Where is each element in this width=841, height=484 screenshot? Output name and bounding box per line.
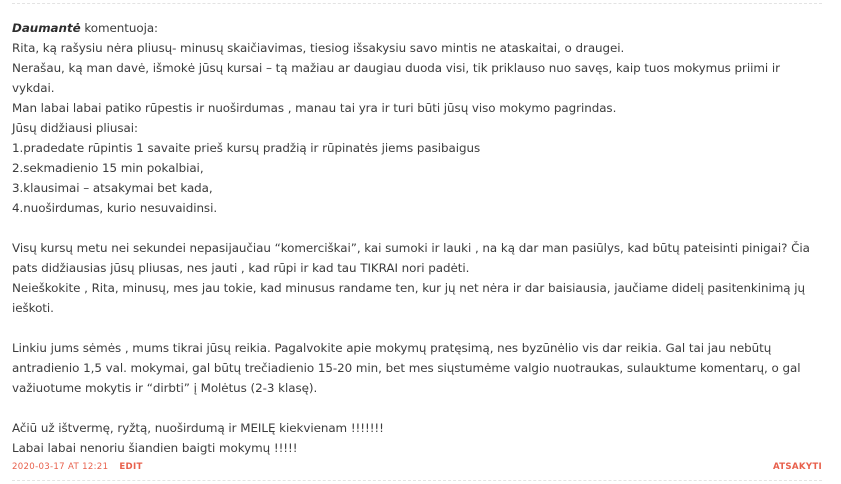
comment-line: Rita, ką rašysiu nėra pliusų- minusų skaičiavimas, tiesiog išsakysiu savo mintis ne ataskaitai, o draugei. bbox=[12, 41, 625, 55]
comment-line: Labai labai nenoriu šiandien baigti mokymų !!!!! bbox=[12, 441, 298, 455]
comment-verb: komentuoja: bbox=[80, 21, 159, 35]
paragraph-gap bbox=[12, 398, 812, 418]
comment-line: 3.klausimai – atsakymai bet kada, bbox=[12, 181, 213, 195]
comment-line: Ačiū už ištvermę, ryžtą, nuoširdumą ir MEILĘ kiekvienam !!!!!!! bbox=[12, 421, 384, 435]
comment-line: Linkiu jums sėmės , mums tikrai jūsų reikia. Pagalvokite apie mokymų pratęsimą, nes byzūnėlio vis dar reikia. Gal tai jau nebūtų antradienio 1,5 val. mokymai, gal būtų trečiadienio 15-20 min, bet mes siųstumėme valgio nuotraukas, sulauktume komentarų, o gal važiuotume mokytis ir “dirbti” į Molėtus (2-3 klasę). bbox=[12, 341, 801, 395]
comment-footer bbox=[12, 461, 822, 473]
comment-line: Neieškokite , Rita, minusų, mes jau tokie, kad minusus randame ten, kur jų net nėra ir dar baisiausia, jaučiame didelį pasitenkinimą jų ieškoti. bbox=[12, 281, 805, 315]
comment-body bbox=[12, 18, 812, 458]
reply-link[interactable]: ATSAKYTI bbox=[772, 462, 822, 472]
comment-line: 4.nuoširdumas, kurio nesuvaidinsi. bbox=[12, 201, 218, 215]
comment-date-link[interactable]: 2020-03-17 AT 12:21 bbox=[12, 462, 109, 472]
comment-author: Daumantė bbox=[12, 21, 81, 35]
comment-line: Visų kursų metu nei sekundei nepasijaučiau “komerciškai”, kai sumoki ir lauki , na ką dar man pasiūlys, kad būtų pateisinti pinigai? Čia pats didžiausias jūsų pliusas, nes jauti , kad rūpi ir kad tau TIKRAI nori padėti. bbox=[12, 241, 810, 275]
paragraph-gap bbox=[12, 318, 812, 338]
comment-line: 2.sekmadienio 15 min pokalbiai, bbox=[12, 161, 204, 175]
edit-link[interactable]: EDIT bbox=[119, 462, 143, 472]
comment bbox=[12, 0, 822, 484]
comment-line: Nerašau, ką man davė, išmokė jūsų kursai – tą mažiau ar daugiau duoda visi, tik priklauso nuo savęs, kaip tuos mokymus priimi ir vykdai. bbox=[12, 61, 781, 95]
bottom-divider bbox=[12, 480, 822, 481]
top-divider bbox=[12, 3, 822, 4]
comment-line: 1.pradedate rūpintis 1 savaite prieš kursų pradžią ir rūpinatės jiems pasibaigus bbox=[12, 141, 481, 155]
comment-line: Jūsų didžiausi pliusai: bbox=[12, 121, 138, 135]
paragraph-gap bbox=[12, 218, 812, 238]
comment-line: Man labai labai patiko rūpestis ir nuoširdumas , manau tai yra ir turi būti jūsų viso mokymo pagrindas. bbox=[12, 101, 617, 115]
comment-header bbox=[12, 18, 812, 38]
